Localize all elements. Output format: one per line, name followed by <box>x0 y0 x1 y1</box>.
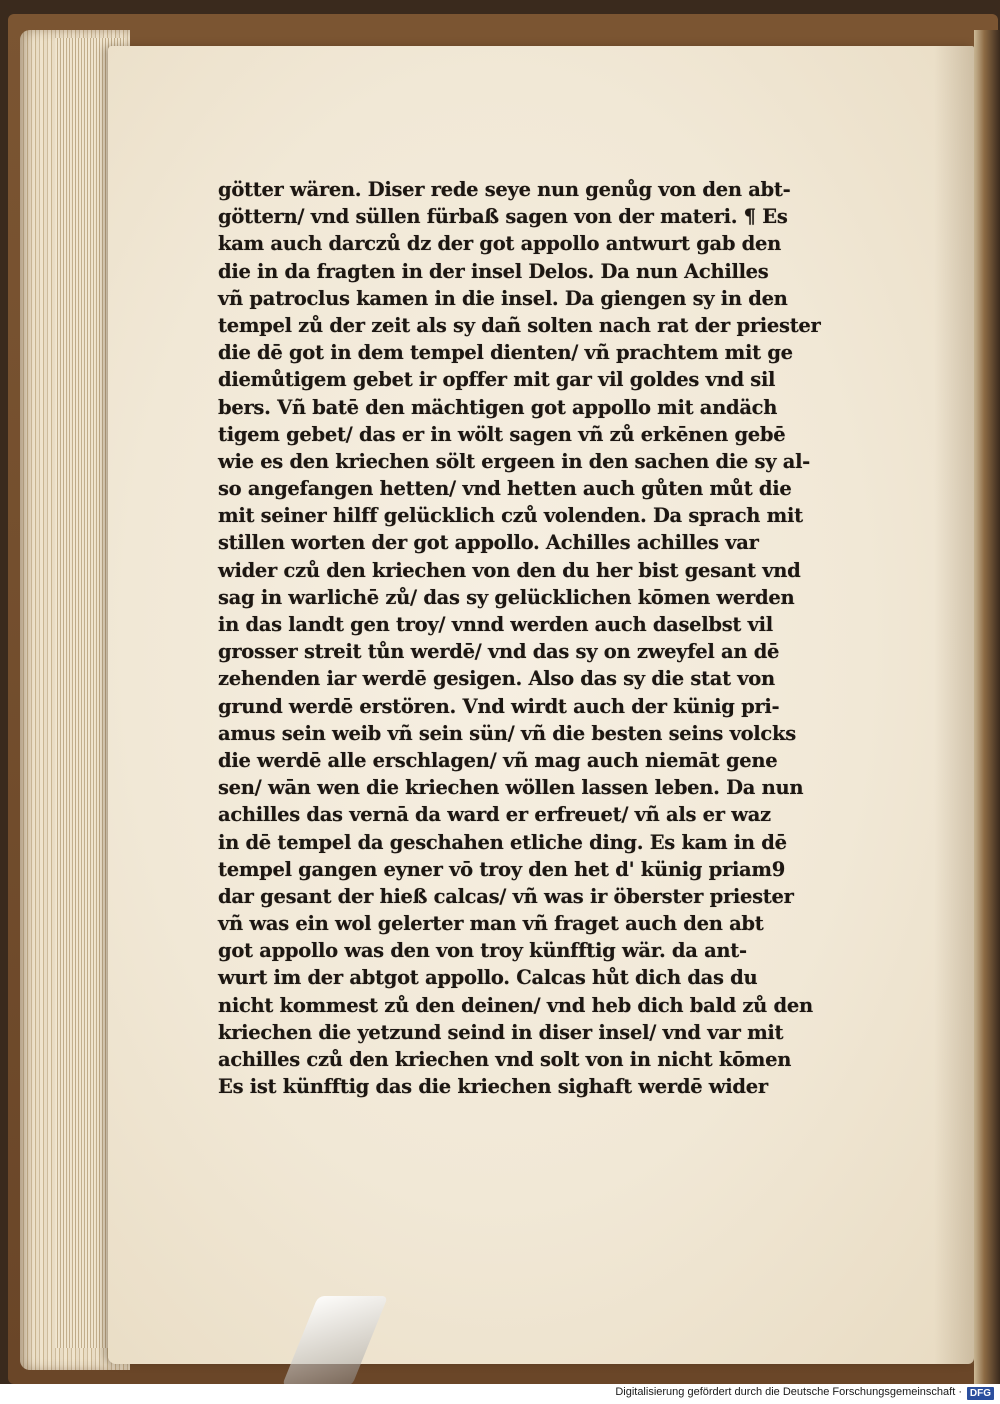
text-line: sag in warlichē zů/ das sy gelücklichen kōmen werden <box>218 585 795 609</box>
text-line: tigem gebet/ das er in wölt sagen vñ zů erkēnen gebē <box>218 422 786 446</box>
text-line: vñ was ein wol gelerter man vñ fraget auch den abt <box>218 912 764 936</box>
printed-text-block <box>218 176 821 1100</box>
text-line: zehenden iar werdē gesigen. Also das sy die stat von <box>218 667 775 691</box>
text-line: amus sein weib vñ sein sün/ vñ die besten seins volcks <box>218 721 796 745</box>
funding-credit: Digitalisierung gefördert durch die Deutsche Forschungsgemeinschaft · <box>615 1386 962 1398</box>
text-line: Es ist künfftig das die kriechen sighaft werdē wider <box>218 1075 768 1099</box>
text-line: diemůtigem gebet ir opffer mit gar vil goldes vnd sil <box>218 368 776 392</box>
page-gutter-shadow <box>934 46 974 1364</box>
text-line: tempel gangen eyner vō troy den het d' künig priam9 <box>218 857 785 881</box>
text-line: die werdē alle erschlagen/ vñ mag auch niemāt gene <box>218 748 778 772</box>
text-line: kriechen die yetzund seind in diser insel/ vnd var mit <box>218 1020 784 1044</box>
text-line: so angefangen hetten/ vnd hetten auch gůten můt die <box>218 477 792 501</box>
text-line: grosser streit tůn werdē/ vnd das sy on zweyfel an dē <box>218 640 780 664</box>
text-line: achilles das vernā da ward er erfreuet/ vñ als er waz <box>218 803 771 827</box>
footer-bar <box>0 1384 1000 1404</box>
book-binding <box>974 30 1000 1384</box>
dfg-logo: DFG <box>967 1387 994 1400</box>
text-line: kam auch darczů dz der got appollo antwurt gab den <box>218 232 782 256</box>
text-line: die dē got in dem tempel dienten/ vñ prachtem mit ge <box>218 341 793 365</box>
text-line: tempel zů der zeit als sy dañ solten nach rat der priester <box>218 313 821 337</box>
text-line: grund werdē erstören. Vnd wirdt auch der künig pri- <box>218 694 780 718</box>
text-line: sen/ wān wen die kriechen wöllen lassen leben. Da nun <box>218 776 804 800</box>
text-line: wider czů den kriechen von den du her bist gesant vnd <box>218 558 801 582</box>
text-line: götter wären. Diser rede seye nun genůg von den abt- <box>218 178 791 201</box>
text-line: in dē tempel da geschahen etliche ding. Es kam in dē <box>218 830 787 854</box>
text-line: stillen worten der got appollo. Achilles achilles var <box>218 531 759 555</box>
text-line: mit seiner hilff gelücklich czů volenden. Da sprach mit <box>218 504 803 528</box>
text-line: nicht kommest zů den deinen/ vnd heb dich bald zů den <box>218 993 813 1017</box>
text-line: wie es den kriechen sölt ergeen in den sachen die sy al- <box>218 449 810 473</box>
text-line: in das landt gen troy/ vnnd werden auch daselbst vil <box>218 613 773 636</box>
text-line: die in da fragten in der insel Delos. Da nun Achilles <box>218 259 769 283</box>
text-line: bers. Vñ batē den mächtigen got appollo mit andäch <box>218 395 778 419</box>
text-line: vñ patroclus kamen in die insel. Da giengen sy in den <box>218 286 788 310</box>
text-line: achilles czů den kriechen vnd solt von in nicht kōmen <box>218 1048 792 1071</box>
text-line: dar gesant der hieß calcas/ vñ was ir öberster priester <box>218 884 794 908</box>
text-line: wurt im der abtgot appollo. Calcas hůt dich das du <box>218 966 758 990</box>
text-line: göttern/ vnd süllen fürbaß sagen von der materi. ¶ Es <box>218 205 788 229</box>
text-line: got appollo was den von troy künfftig wär. da ant- <box>218 939 747 963</box>
